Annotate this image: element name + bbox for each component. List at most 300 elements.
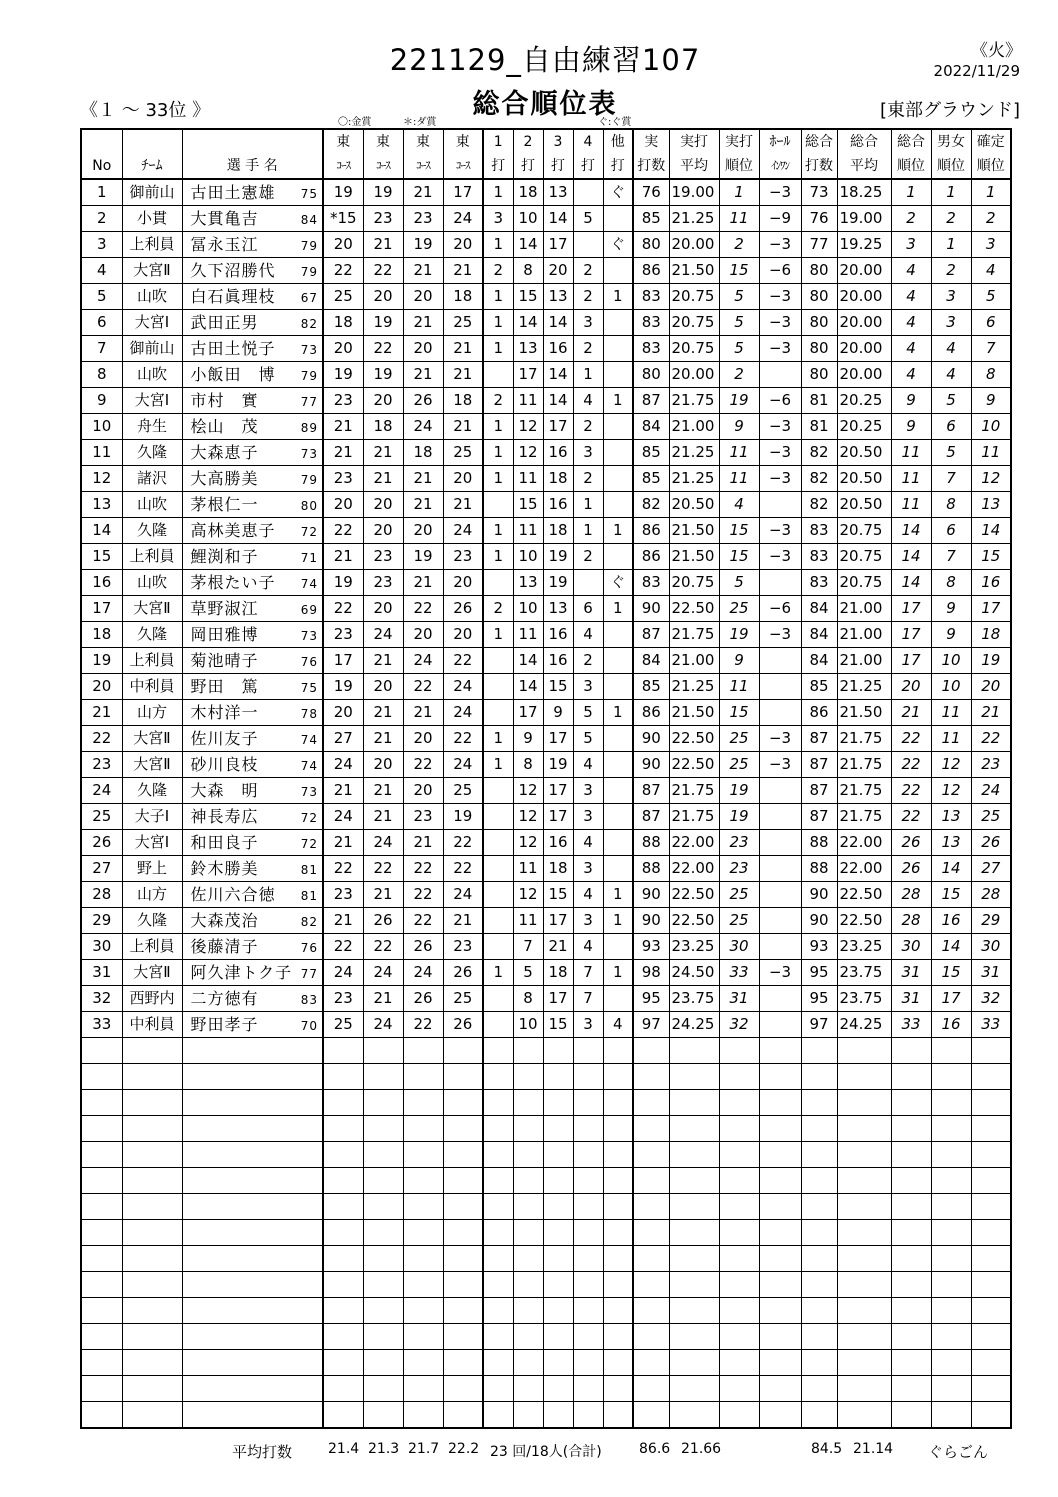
cell-sex-rank — [931, 1090, 971, 1116]
table-row — [81, 648, 1011, 674]
cell-actual-avg — [669, 1116, 719, 1142]
cell-dash2: 10 — [513, 1012, 543, 1038]
cell-course1 — [323, 1142, 363, 1168]
cell-dash4: 6 — [573, 596, 603, 622]
cell-dash1 — [483, 1012, 513, 1038]
cell-dash3: 17 — [543, 232, 573, 258]
cell-team: 久隆 — [122, 440, 182, 466]
cell-total-rank: 11 — [891, 440, 931, 466]
player-age: 83 — [300, 993, 318, 1007]
cell-dash1: 1 — [483, 336, 513, 362]
cell-dash3: 17 — [543, 778, 573, 804]
table-row — [81, 362, 1011, 388]
cell-team: 大宮Ⅰ — [122, 310, 182, 336]
cell-course1 — [323, 1090, 363, 1116]
player-age: 72 — [300, 837, 318, 851]
cell-course3: 21 — [403, 258, 443, 284]
cell-dash4: 2 — [573, 466, 603, 492]
cell-course3 — [403, 1142, 443, 1168]
cell-dash4 — [573, 179, 603, 206]
cell-dash1 — [483, 778, 513, 804]
cell-course4 — [443, 1194, 483, 1220]
cell-dash4: 3 — [573, 1012, 603, 1038]
cell-actual-avg — [669, 1272, 719, 1298]
cell-actual-rank: 11 — [719, 466, 759, 492]
cell-dash3: 14 — [543, 388, 573, 414]
cell-actual-rank — [719, 1376, 759, 1402]
cell-sex-rank: 10 — [931, 648, 971, 674]
cell-dash-other: 1 — [603, 518, 633, 544]
cell-dash-other — [603, 1402, 633, 1429]
cell-course2: 22 — [363, 258, 403, 284]
cell-total-rank: 22 — [891, 778, 931, 804]
cell-dash1 — [483, 1194, 513, 1220]
cell-actual-avg: 20.00 — [669, 232, 719, 258]
cell-course4: 19 — [443, 804, 483, 830]
cell-actual-avg — [669, 1350, 719, 1376]
col-final-rank-bottom: 順位 — [971, 154, 1011, 179]
cell-total-rank — [891, 1402, 931, 1429]
cell-team — [122, 1246, 182, 1272]
cell-course2 — [363, 1402, 403, 1429]
cell-actual-strokes — [633, 1298, 669, 1324]
cell-course3: 21 — [403, 570, 443, 596]
cell-course1: 22 — [323, 934, 363, 960]
col-course4-bottom: ｺｰｽ — [443, 154, 483, 179]
cell-dash3: 19 — [543, 752, 573, 778]
player-age: 82 — [300, 317, 318, 331]
cell-sex-rank: 7 — [931, 544, 971, 570]
cell-course4 — [443, 1142, 483, 1168]
cell-course2 — [363, 1376, 403, 1402]
cell-dash4: 3 — [573, 804, 603, 830]
cell-hole-in-one — [759, 934, 801, 960]
cell-actual-strokes: 84 — [633, 414, 669, 440]
cell-no: 19 — [81, 648, 122, 674]
cell-actual-avg: 21.25 — [669, 440, 719, 466]
cell-total-avg: 20.00 — [837, 336, 891, 362]
cell-actual-rank: 5 — [719, 310, 759, 336]
cell-total-rank — [891, 1324, 931, 1350]
cell-course2: 23 — [363, 544, 403, 570]
table-row — [81, 596, 1011, 622]
cell-dash1: 1 — [483, 179, 513, 206]
cell-course3: 19 — [403, 544, 443, 570]
cell-dash-other — [603, 1220, 633, 1246]
col-course3-top: 東 — [403, 129, 443, 154]
cell-total-rank: 28 — [891, 882, 931, 908]
cell-dash-other — [603, 648, 633, 674]
cell-actual-rank: 25 — [719, 596, 759, 622]
cell-team: 大宮Ⅱ — [122, 596, 182, 622]
cell-total-avg: 22.50 — [837, 882, 891, 908]
player-age: 79 — [300, 369, 318, 383]
cell-total-strokes: 82 — [801, 440, 837, 466]
cell-course2: 23 — [363, 206, 403, 232]
cell-total-strokes — [801, 1194, 837, 1220]
player-name: 岡田雅博 — [190, 625, 259, 644]
cell-team — [122, 1220, 182, 1246]
cell-sex-rank — [931, 1376, 971, 1402]
cell-course2: 19 — [363, 362, 403, 388]
cell-final-rank: 32 — [971, 986, 1011, 1012]
cell-final-rank: 30 — [971, 934, 1011, 960]
cell-sex-rank: 16 — [931, 1012, 971, 1038]
cell-team: 大宮Ⅱ — [122, 258, 182, 284]
cell-total-rank — [891, 1246, 931, 1272]
cell-course2: 20 — [363, 596, 403, 622]
cell-dash-other: ぐ — [603, 232, 633, 258]
cell-course1 — [323, 1298, 363, 1324]
legend-gu-award: ぐ:ぐ賞 — [598, 117, 632, 128]
cell-total-rank: 22 — [891, 804, 931, 830]
col-total-rank-top: 総合 — [891, 129, 931, 154]
player-name: 後藤清子 — [190, 937, 259, 956]
cell-dash4 — [573, 1038, 603, 1064]
cell-sex-rank: 8 — [931, 570, 971, 596]
cell-dash3: 16 — [543, 440, 573, 466]
cell-total-avg: 20.50 — [837, 466, 891, 492]
cell-final-rank — [971, 1194, 1011, 1220]
cell-course2: 20 — [363, 284, 403, 310]
player-name: 市村 實 — [190, 391, 259, 410]
cell-dash-other — [603, 336, 633, 362]
cell-total-avg: 20.50 — [837, 492, 891, 518]
cell-course3 — [403, 1168, 443, 1194]
table-row — [81, 882, 1011, 908]
cell-total-avg — [837, 1064, 891, 1090]
cell-actual-strokes: 83 — [633, 310, 669, 336]
cell-course3 — [403, 1116, 443, 1142]
cell-team: 御前山 — [122, 179, 182, 206]
cell-dash1: 1 — [483, 232, 513, 258]
cell-course4: 26 — [443, 960, 483, 986]
cell-no: 5 — [81, 284, 122, 310]
cell-total-rank: 14 — [891, 544, 931, 570]
cell-actual-rank — [719, 1402, 759, 1429]
cell-dash3 — [543, 1220, 573, 1246]
table-row — [81, 388, 1011, 414]
cell-dash3 — [543, 1038, 573, 1064]
cell-sex-rank — [931, 1298, 971, 1324]
cell-total-strokes — [801, 1272, 837, 1298]
cell-total-rank: 31 — [891, 986, 931, 1012]
cell-team — [122, 1194, 182, 1220]
cell-hole-in-one — [759, 882, 801, 908]
cell-actual-strokes — [633, 1194, 669, 1220]
cell-actual-strokes: 87 — [633, 804, 669, 830]
cell-actual-strokes: 85 — [633, 466, 669, 492]
col-actual-avg-top: 実打 — [669, 129, 719, 154]
col-actual-rank-top: 実打 — [719, 129, 759, 154]
cell-sex-rank — [931, 1402, 971, 1429]
cell-final-rank: 1 — [971, 179, 1011, 206]
cell-hole-in-one — [759, 362, 801, 388]
cell-dash4: 5 — [573, 726, 603, 752]
cell-course2: 18 — [363, 414, 403, 440]
cell-course1 — [323, 1116, 363, 1142]
cell-actual-rank: 5 — [719, 336, 759, 362]
cell-total-strokes — [801, 1298, 837, 1324]
col-dash-other-bottom: 打 — [603, 154, 633, 179]
cell-actual-avg: 21.50 — [669, 258, 719, 284]
cell-total-avg: 22.50 — [837, 908, 891, 934]
cell-hole-in-one — [759, 1038, 801, 1064]
cell-name — [182, 1168, 323, 1194]
cell-dash-other — [603, 1376, 633, 1402]
cell-total-strokes: 83 — [801, 570, 837, 596]
cell-dash2: 11 — [513, 518, 543, 544]
cell-total-rank: 3 — [891, 232, 931, 258]
cell-course4: 26 — [443, 596, 483, 622]
empty-row — [81, 1038, 1011, 1064]
cell-sex-rank: 12 — [931, 778, 971, 804]
cell-hole-in-one: −3 — [759, 440, 801, 466]
cell-dash1: 1 — [483, 440, 513, 466]
table-row — [81, 674, 1011, 700]
cell-final-rank — [971, 1168, 1011, 1194]
cell-course4 — [443, 1090, 483, 1116]
cell-actual-strokes: 82 — [633, 492, 669, 518]
cell-actual-rank: 25 — [719, 882, 759, 908]
cell-actual-avg — [669, 1168, 719, 1194]
cell-course2: 19 — [363, 179, 403, 206]
table-row — [81, 518, 1011, 544]
cell-sex-rank: 4 — [931, 362, 971, 388]
cell-hole-in-one — [759, 1194, 801, 1220]
cell-no — [81, 1142, 122, 1168]
table-row — [81, 726, 1011, 752]
cell-final-rank — [971, 1298, 1011, 1324]
cell-course4: 21 — [443, 336, 483, 362]
cell-hole-in-one: −3 — [759, 284, 801, 310]
cell-hole-in-one — [759, 1350, 801, 1376]
cell-dash4 — [573, 1298, 603, 1324]
cell-sex-rank — [931, 1168, 971, 1194]
cell-total-strokes: 83 — [801, 518, 837, 544]
table-row — [81, 440, 1011, 466]
cell-dash2 — [513, 1220, 543, 1246]
cell-actual-avg: 21.25 — [669, 674, 719, 700]
cell-total-rank — [891, 1350, 931, 1376]
cell-actual-avg — [669, 1246, 719, 1272]
cell-dash3: 15 — [543, 1012, 573, 1038]
cell-no: 1 — [81, 179, 122, 206]
cell-total-avg: 21.00 — [837, 622, 891, 648]
table-body — [81, 179, 1011, 1428]
cell-team: 山方 — [122, 882, 182, 908]
cell-course1: 22 — [323, 596, 363, 622]
table-row — [81, 544, 1011, 570]
cell-hole-in-one — [759, 1246, 801, 1272]
cell-course2: 21 — [363, 440, 403, 466]
cell-actual-rank: 15 — [719, 518, 759, 544]
cell-actual-strokes: 88 — [633, 830, 669, 856]
cell-course2: 20 — [363, 492, 403, 518]
player-age: 77 — [300, 395, 318, 409]
cell-no: 12 — [81, 466, 122, 492]
cell-actual-strokes: 93 — [633, 934, 669, 960]
cell-course3 — [403, 1324, 443, 1350]
col-dash3-bottom: 打 — [543, 154, 573, 179]
cell-course2: 20 — [363, 752, 403, 778]
cell-dash-other: 1 — [603, 908, 633, 934]
cell-dash4 — [573, 1376, 603, 1402]
cell-course4: 22 — [443, 830, 483, 856]
cell-total-rank: 31 — [891, 960, 931, 986]
cell-final-rank: 10 — [971, 414, 1011, 440]
cell-total-rank — [891, 1090, 931, 1116]
cell-dash2 — [513, 1402, 543, 1429]
cell-dash-other — [603, 414, 633, 440]
cell-sex-rank: 13 — [931, 804, 971, 830]
table-row — [81, 778, 1011, 804]
cell-team: 上利員 — [122, 648, 182, 674]
cell-total-avg: 20.00 — [837, 258, 891, 284]
cell-total-rank: 17 — [891, 648, 931, 674]
cell-actual-strokes — [633, 1090, 669, 1116]
cell-course4: 20 — [443, 622, 483, 648]
cell-total-rank: 4 — [891, 362, 931, 388]
cell-name — [182, 1376, 323, 1402]
cell-course1: 19 — [323, 674, 363, 700]
cell-no: 29 — [81, 908, 122, 934]
cell-dash-other — [603, 440, 633, 466]
table-row — [81, 258, 1011, 284]
cell-dash1 — [483, 908, 513, 934]
cell-team: 大宮Ⅰ — [122, 830, 182, 856]
cell-course2: 21 — [363, 882, 403, 908]
col-team: ﾁｰﾑ — [122, 129, 182, 179]
cell-dash2: 8 — [513, 258, 543, 284]
col-total-avg-bottom: 平均 — [837, 154, 891, 179]
cell-course4: 25 — [443, 310, 483, 336]
cell-actual-avg: 22.50 — [669, 882, 719, 908]
col-total-avg-top: 総合 — [837, 129, 891, 154]
cell-course4 — [443, 1402, 483, 1429]
cell-dash4: 4 — [573, 934, 603, 960]
player-age: 77 — [300, 967, 318, 981]
cell-total-rank — [891, 1298, 931, 1324]
cell-dash4 — [573, 1116, 603, 1142]
cell-actual-strokes: 90 — [633, 596, 669, 622]
cell-course2: 21 — [363, 726, 403, 752]
cell-dash-other: 1 — [603, 960, 633, 986]
cell-sex-rank — [931, 1142, 971, 1168]
cell-total-rank: 20 — [891, 674, 931, 700]
cell-actual-strokes: 84 — [633, 648, 669, 674]
player-age: 76 — [300, 655, 318, 669]
cell-dash1 — [483, 1142, 513, 1168]
player-name: 冨永玉江 — [190, 235, 259, 254]
cell-actual-rank: 30 — [719, 934, 759, 960]
cell-course1: 17 — [323, 648, 363, 674]
cell-total-strokes: 87 — [801, 726, 837, 752]
cell-course1: 23 — [323, 882, 363, 908]
cell-final-rank — [971, 1220, 1011, 1246]
cell-actual-rank — [719, 1350, 759, 1376]
cell-course2 — [363, 1350, 403, 1376]
cell-dash-other: ぐ — [603, 570, 633, 596]
cell-name — [182, 284, 323, 310]
cell-dash-other — [603, 1090, 633, 1116]
cell-actual-avg: 19.00 — [669, 179, 719, 206]
cell-total-avg: 22.00 — [837, 830, 891, 856]
cell-total-strokes: 87 — [801, 752, 837, 778]
player-age: 72 — [300, 525, 318, 539]
cell-total-avg — [837, 1324, 891, 1350]
player-age: 72 — [300, 811, 318, 825]
table-row — [81, 492, 1011, 518]
cell-no: 16 — [81, 570, 122, 596]
col-course3-bottom: ｺｰｽ — [403, 154, 443, 179]
cell-actual-rank — [719, 1194, 759, 1220]
cell-dash4 — [573, 1324, 603, 1350]
cell-dash4 — [573, 1168, 603, 1194]
cell-course4: 21 — [443, 492, 483, 518]
cell-team: 舟生 — [122, 414, 182, 440]
col-total-strokes-top: 総合 — [801, 129, 837, 154]
cell-final-rank: 21 — [971, 700, 1011, 726]
cell-course1: 22 — [323, 258, 363, 284]
cell-no — [81, 1116, 122, 1142]
cell-no: 7 — [81, 336, 122, 362]
cell-dash1: 1 — [483, 960, 513, 986]
cell-dash1 — [483, 830, 513, 856]
cell-dash3 — [543, 1350, 573, 1376]
cell-actual-avg — [669, 1298, 719, 1324]
cell-actual-avg: 21.00 — [669, 648, 719, 674]
cell-dash1 — [483, 1402, 513, 1429]
cell-final-rank: 6 — [971, 310, 1011, 336]
cell-course3: 22 — [403, 856, 443, 882]
player-age: 71 — [300, 551, 318, 565]
table-row — [81, 856, 1011, 882]
cell-final-rank: 4 — [971, 258, 1011, 284]
cell-actual-rank — [719, 1298, 759, 1324]
cell-no: 26 — [81, 830, 122, 856]
cell-final-rank: 27 — [971, 856, 1011, 882]
cell-hole-in-one: −9 — [759, 206, 801, 232]
cell-course4: 23 — [443, 544, 483, 570]
cell-course4: 21 — [443, 258, 483, 284]
cell-sex-rank: 3 — [931, 284, 971, 310]
cell-total-strokes: 77 — [801, 232, 837, 258]
cell-actual-avg: 22.50 — [669, 596, 719, 622]
cell-actual-rank: 32 — [719, 1012, 759, 1038]
cell-dash3: 19 — [543, 544, 573, 570]
cell-name — [182, 648, 323, 674]
cell-actual-rank: 15 — [719, 544, 759, 570]
cell-sex-rank: 5 — [931, 388, 971, 414]
cell-no — [81, 1194, 122, 1220]
cell-final-rank — [971, 1376, 1011, 1402]
cell-course2: 21 — [363, 232, 403, 258]
cell-dash2: 9 — [513, 726, 543, 752]
empty-row — [81, 1220, 1011, 1246]
cell-course1: 20 — [323, 232, 363, 258]
cell-dash4: 3 — [573, 440, 603, 466]
cell-dash-other — [603, 1168, 633, 1194]
cell-dash-other — [603, 1142, 633, 1168]
cell-course4: 24 — [443, 674, 483, 700]
cell-dash2: 18 — [513, 179, 543, 206]
cell-name — [182, 986, 323, 1012]
cell-course2: 21 — [363, 648, 403, 674]
cell-final-rank: 14 — [971, 518, 1011, 544]
cell-dash3 — [543, 1376, 573, 1402]
cell-total-strokes: 90 — [801, 882, 837, 908]
